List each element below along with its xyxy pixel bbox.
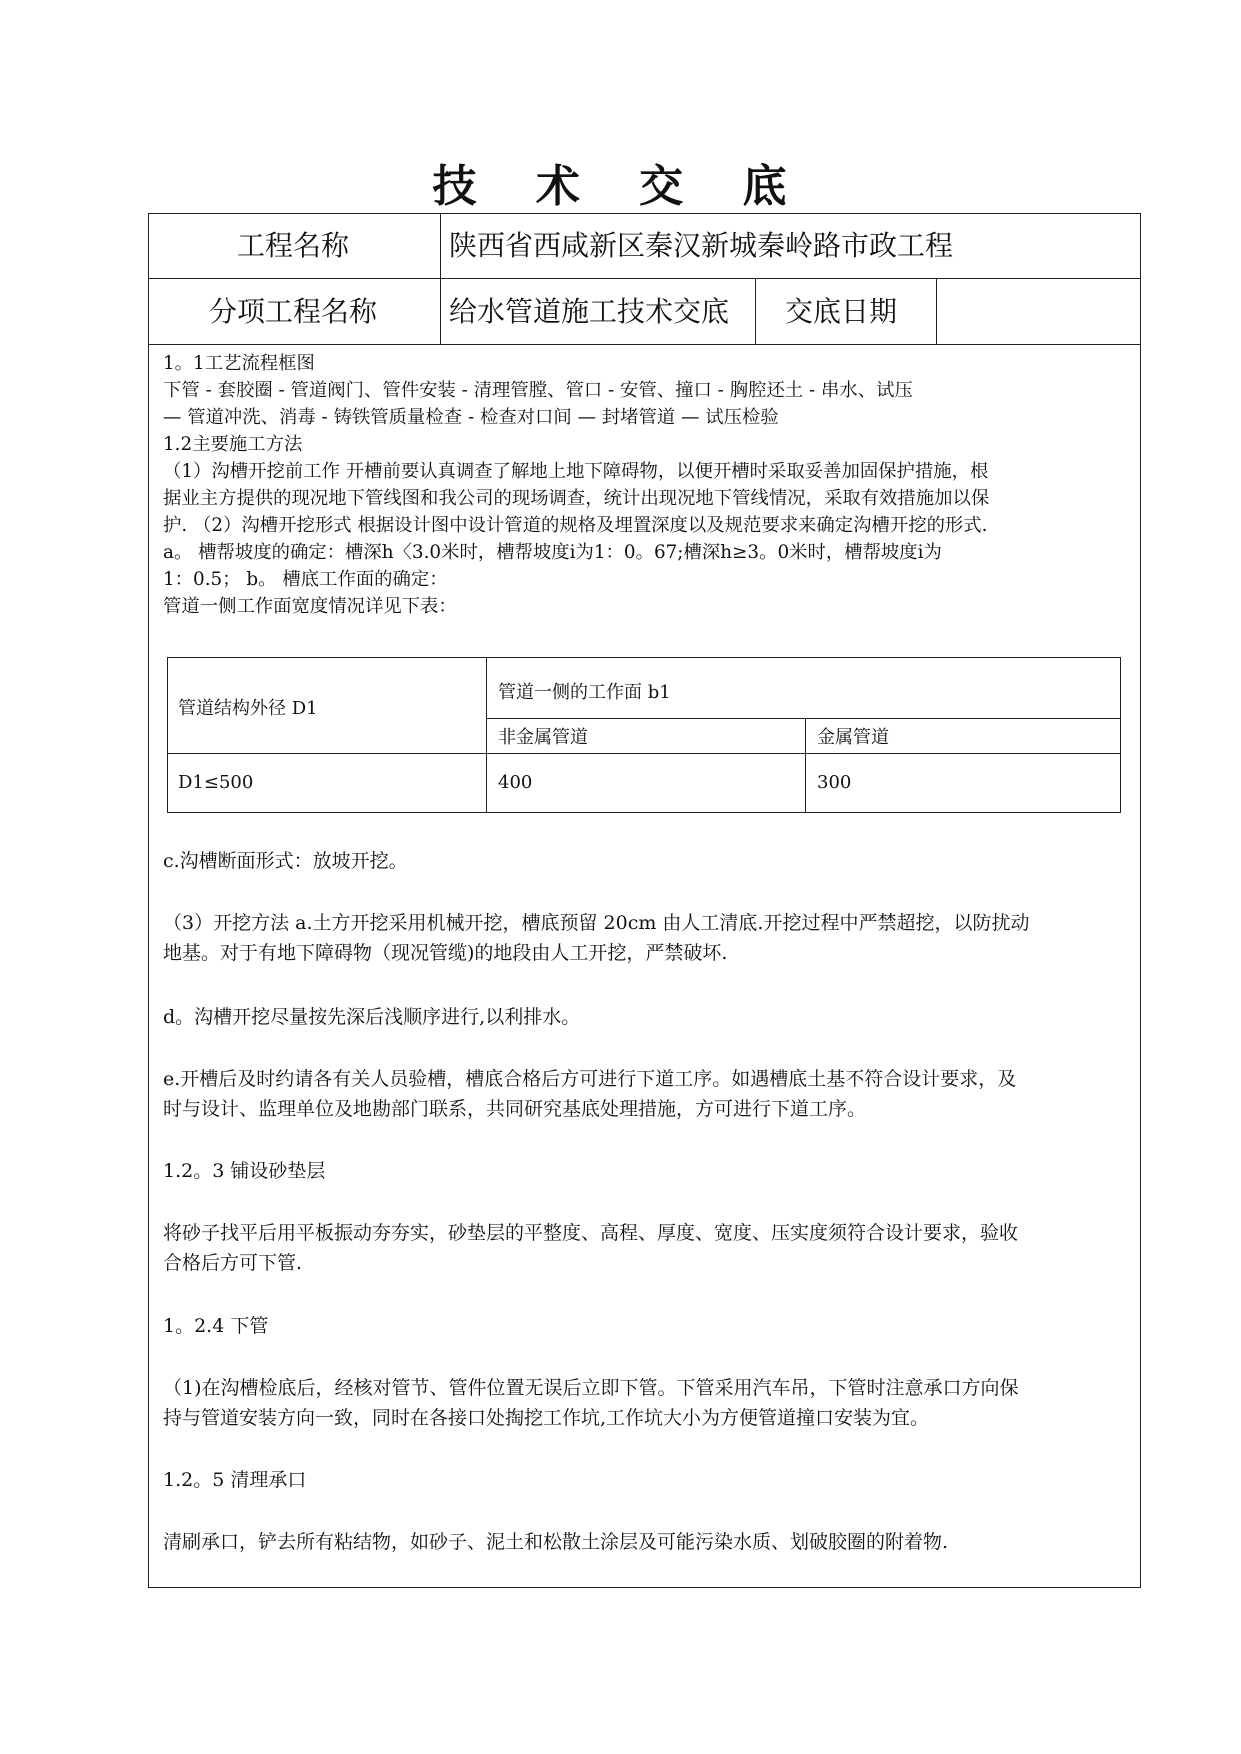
table-divider xyxy=(486,658,487,812)
body-line: a。 槽帮坡度的确定：槽深h〈3.0米时，槽帮坡度i为1：0。67;槽深h≥3。0米时，槽帮坡度i为 xyxy=(163,542,942,563)
paragraph: 地基。对于有地下障碍物（现况管缆)的地段由人工开挖，严禁破坏. xyxy=(163,942,728,964)
paragraph: e.开槽后及时约请各有关人员验槽，槽底合格后方可进行下道工序。如遇槽底土基不符合设计要求，及 xyxy=(163,1068,1017,1090)
body-line: 护. （2）沟槽开挖形式 根据设计图中设计管道的规格及埋置深度以及规范要求来确定沟槽开挖的形式. xyxy=(163,515,988,536)
paragraph: 清刷承口，铲去所有粘结物，如砂子、泥土和松散土涂层及可能污染水质、划破胶圈的附着物. xyxy=(163,1531,949,1553)
project-name-value: 陕西省西咸新区秦汉新城秦岭路市政工程 xyxy=(449,229,954,262)
table-cell: 400 xyxy=(498,772,533,793)
body-line: — 管道冲洗、消毒 - 铸铁管质量检查 - 检查对口间 — 封堵管道 — 试压检验 xyxy=(163,407,779,428)
body-line: 据业主方提供的现况地下管线图和我公司的现场调查，统计出现况地下管线情况，采取有效措施加以保 xyxy=(163,488,990,509)
subproject-name-value: 给水管道施工技术交底 xyxy=(449,295,730,328)
paragraph: c.沟槽断面形式：放坡开挖。 xyxy=(163,850,408,872)
disclosure-form xyxy=(148,213,1141,1588)
body-line: 下管 - 套胶圈 - 管道阀门、管件安装 - 清理管膛、管口 - 安管、撞口 - 胸腔还土 - 串水、试压 xyxy=(163,380,913,401)
header-divider-2 xyxy=(149,344,1140,345)
paragraph: 将砂子找平后用平板振动夯夯实，砂垫层的平整度、高程、厚度、宽度、压实度须符合设计要求，验收 xyxy=(163,1222,1019,1244)
body-line: 1.2主要施工方法 xyxy=(163,434,303,455)
body-text xyxy=(163,350,1132,620)
label-column-divider xyxy=(440,214,441,344)
section-heading: 1.2。3 铺设砂垫层 xyxy=(163,1160,326,1182)
subproject-name-label: 分项工程名称 xyxy=(209,295,378,328)
body-line: 1。1工艺流程框图 xyxy=(163,353,315,374)
body-line: （1）沟槽开挖前工作 开槽前要认真调查了解地上地下障碍物，以便开槽时采取妥善加固保护措施，根 xyxy=(163,461,989,482)
paragraph: 时与设计、监理单位及地勘部门联系，共同研究基底处理措施，方可进行下道工序。 xyxy=(163,1098,867,1120)
table-header-metal: 金属管道 xyxy=(817,727,889,748)
document-title: 技 术 交 底 xyxy=(432,161,809,212)
table-divider xyxy=(168,753,1120,754)
paragraph: 合格后方可下管. xyxy=(163,1252,303,1274)
paragraph: （3）开挖方法 a.土方开挖采用机械开挖，槽底预留 20cm 由人工清底.开挖过程中严禁超挖，以防扰动 xyxy=(163,912,1030,934)
section-heading: 1.2。5 清理承口 xyxy=(163,1469,307,1491)
project-name-label: 工程名称 xyxy=(237,229,350,262)
work-face-table xyxy=(167,657,1121,813)
date-label-divider-left xyxy=(755,278,756,344)
paragraph: d。沟槽开挖尽量按先深后浅顺序进行,以利排水。 xyxy=(163,1006,581,1028)
table-header-non-metal: 非金属管道 xyxy=(498,727,588,748)
table-cell: D1≤500 xyxy=(178,772,254,793)
body-line: 1：0.5； b。 槽底工作面的确定： xyxy=(163,569,448,590)
table-divider xyxy=(486,718,1120,719)
table-header-outer-diameter: 管道结构外径 D1 xyxy=(178,698,318,719)
table-cell: 300 xyxy=(817,772,852,793)
header-divider-1 xyxy=(149,278,1140,279)
disclosure-date-label: 交底日期 xyxy=(785,295,898,328)
paragraph: （1)在沟槽检底后，经核对管节、管件位置无误后立即下管。下管采用汽车吊，下管时注意承口方向保 xyxy=(163,1377,1019,1399)
table-divider xyxy=(805,718,806,812)
date-label-divider-right xyxy=(936,278,937,344)
section-heading: 1。2.4 下管 xyxy=(163,1315,269,1337)
paragraph: 持与管道安装方向一致，同时在各接口处掏挖工作坑,工作坑大小为方便管道撞口安装为宜。 xyxy=(163,1407,930,1429)
body-line: 管道一侧工作面宽度情况详见下表： xyxy=(163,596,457,617)
table-header-work-face: 管道一侧的工作面 b1 xyxy=(498,682,671,703)
